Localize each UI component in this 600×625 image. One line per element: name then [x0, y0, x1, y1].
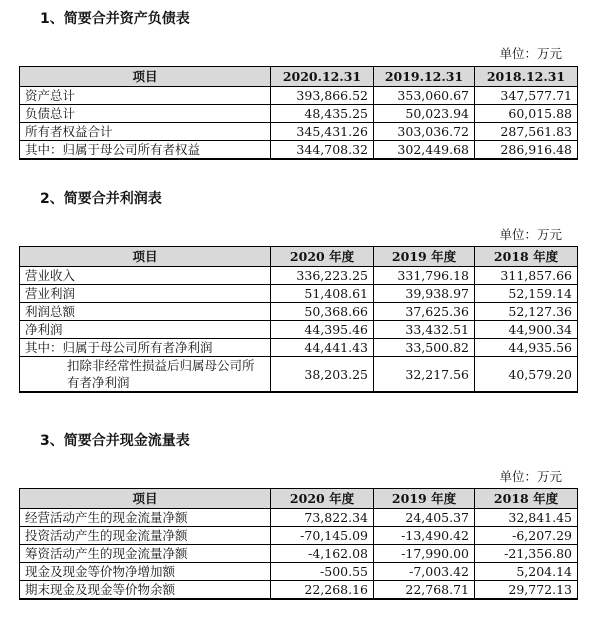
- cell-value: 303,036.72: [374, 123, 475, 141]
- cell-value: 50,368.66: [271, 303, 374, 321]
- cell-value: 24,405.37: [374, 509, 475, 527]
- table-row: [20, 267, 578, 285]
- cell-value: 286,916.48: [475, 141, 578, 160]
- unit-label: 单位：万元: [499, 227, 562, 242]
- cell-value: -4,162.08: [271, 545, 374, 563]
- cell-value: 29,772.13: [475, 581, 578, 600]
- cell-value: -13,490.42: [374, 527, 475, 545]
- cell-value: 336,223.25: [271, 267, 374, 285]
- column-header: 2019.12.31: [374, 67, 475, 87]
- cell-value: 52,127.36: [475, 303, 578, 321]
- table-row: [20, 123, 578, 141]
- column-header: 项目: [20, 489, 271, 509]
- row-label: 营业收入: [20, 267, 271, 285]
- cash-flow-table: [19, 488, 578, 600]
- table-row: [20, 141, 578, 160]
- column-header: 2018.12.31: [475, 67, 578, 87]
- cell-value: 22,268.16: [271, 581, 374, 600]
- row-label: 经营活动产生的现金流量净额: [20, 509, 271, 527]
- cell-value: 48,435.25: [271, 105, 374, 123]
- column-header: 项目: [20, 67, 271, 87]
- cell-value: 311,857.66: [475, 267, 578, 285]
- cell-value: -70,145.09: [271, 527, 374, 545]
- table-row: [20, 527, 578, 545]
- cell-value: -7,003.42: [374, 563, 475, 581]
- row-label: 负债总计: [20, 105, 271, 123]
- table-row: [20, 339, 578, 357]
- cell-value: -500.55: [271, 563, 374, 581]
- row-label: 营业利润: [20, 285, 271, 303]
- row-label: 其中：归属于母公司所有者权益: [20, 141, 271, 160]
- cell-value: 33,432.51: [374, 321, 475, 339]
- cell-value: 52,159.14: [475, 285, 578, 303]
- unit-label: 单位：万元: [499, 46, 562, 61]
- cell-value: 51,408.61: [271, 285, 374, 303]
- cell-value: 39,938.97: [374, 285, 475, 303]
- table-row: [20, 303, 578, 321]
- cell-value: 22,768.71: [374, 581, 475, 600]
- table-header-row: [20, 67, 578, 87]
- section-title-cash-flow-statement: 3、简要合并现金流量表: [40, 433, 190, 449]
- cell-value: 353,060.67: [374, 87, 475, 105]
- table-row: [20, 563, 578, 581]
- row-label: 期末现金及现金等价物余额: [20, 581, 271, 600]
- table-header-row: [20, 489, 578, 509]
- table-row: [20, 87, 578, 105]
- column-header: 2018 年度: [475, 247, 578, 267]
- table-row: [20, 581, 578, 600]
- column-header: 2019 年度: [374, 247, 475, 267]
- table-row: [20, 105, 578, 123]
- column-header: 项目: [20, 247, 271, 267]
- table-row: [20, 357, 578, 393]
- cell-value: -21,356.80: [475, 545, 578, 563]
- cell-value: 344,708.32: [271, 141, 374, 160]
- unit-label: 单位：万元: [499, 469, 562, 484]
- balance-sheet-table: [19, 66, 578, 160]
- row-label: 扣除非经常性损益后归属母公司所有者净利润: [20, 357, 271, 393]
- table-row: [20, 509, 578, 527]
- cell-value: 44,441.43: [271, 339, 374, 357]
- row-label: 其中：归属于母公司所有者净利润: [20, 339, 271, 357]
- cell-value: 287,561.83: [475, 123, 578, 141]
- cell-value: 302,449.68: [374, 141, 475, 160]
- cell-value: 60,015.88: [475, 105, 578, 123]
- table-row: [20, 321, 578, 339]
- table-row: [20, 545, 578, 563]
- cell-value: 32,841.45: [475, 509, 578, 527]
- cell-value: 331,796.18: [374, 267, 475, 285]
- cell-value: 73,822.34: [271, 509, 374, 527]
- cell-value: 44,395.46: [271, 321, 374, 339]
- column-header: 2020.12.31: [271, 67, 374, 87]
- cell-value: 38,203.25: [271, 357, 374, 393]
- row-label: 净利润: [20, 321, 271, 339]
- cell-value: 347,577.71: [475, 87, 578, 105]
- section-title-balance-sheet: 1、简要合并资产负债表: [40, 11, 190, 27]
- table-row: [20, 285, 578, 303]
- cell-value: 44,900.34: [475, 321, 578, 339]
- row-label: 所有者权益合计: [20, 123, 271, 141]
- cell-value: -17,990.00: [374, 545, 475, 563]
- cell-value: -6,207.29: [475, 527, 578, 545]
- cell-value: 40,579.20: [475, 357, 578, 393]
- cell-value: 44,935.56: [475, 339, 578, 357]
- cell-value: 5,204.14: [475, 563, 578, 581]
- cell-value: 50,023.94: [374, 105, 475, 123]
- column-header: 2018 年度: [475, 489, 578, 509]
- table-header-row: [20, 247, 578, 267]
- column-header: 2020 年度: [271, 247, 374, 267]
- row-label: 利润总额: [20, 303, 271, 321]
- cell-value: 33,500.82: [374, 339, 475, 357]
- section-title-income-statement: 2、简要合并利润表: [40, 191, 162, 207]
- column-header: 2019 年度: [374, 489, 475, 509]
- row-label: 现金及现金等价物净增加额: [20, 563, 271, 581]
- row-label: 筹资活动产生的现金流量净额: [20, 545, 271, 563]
- column-header: 2020 年度: [271, 489, 374, 509]
- cell-value: 345,431.26: [271, 123, 374, 141]
- row-label: 投资活动产生的现金流量净额: [20, 527, 271, 545]
- cell-value: 393,866.52: [271, 87, 374, 105]
- cell-value: 32,217.56: [374, 357, 475, 393]
- cell-value: 37,625.36: [374, 303, 475, 321]
- row-label: 资产总计: [20, 87, 271, 105]
- income-statement-table: [19, 246, 578, 393]
